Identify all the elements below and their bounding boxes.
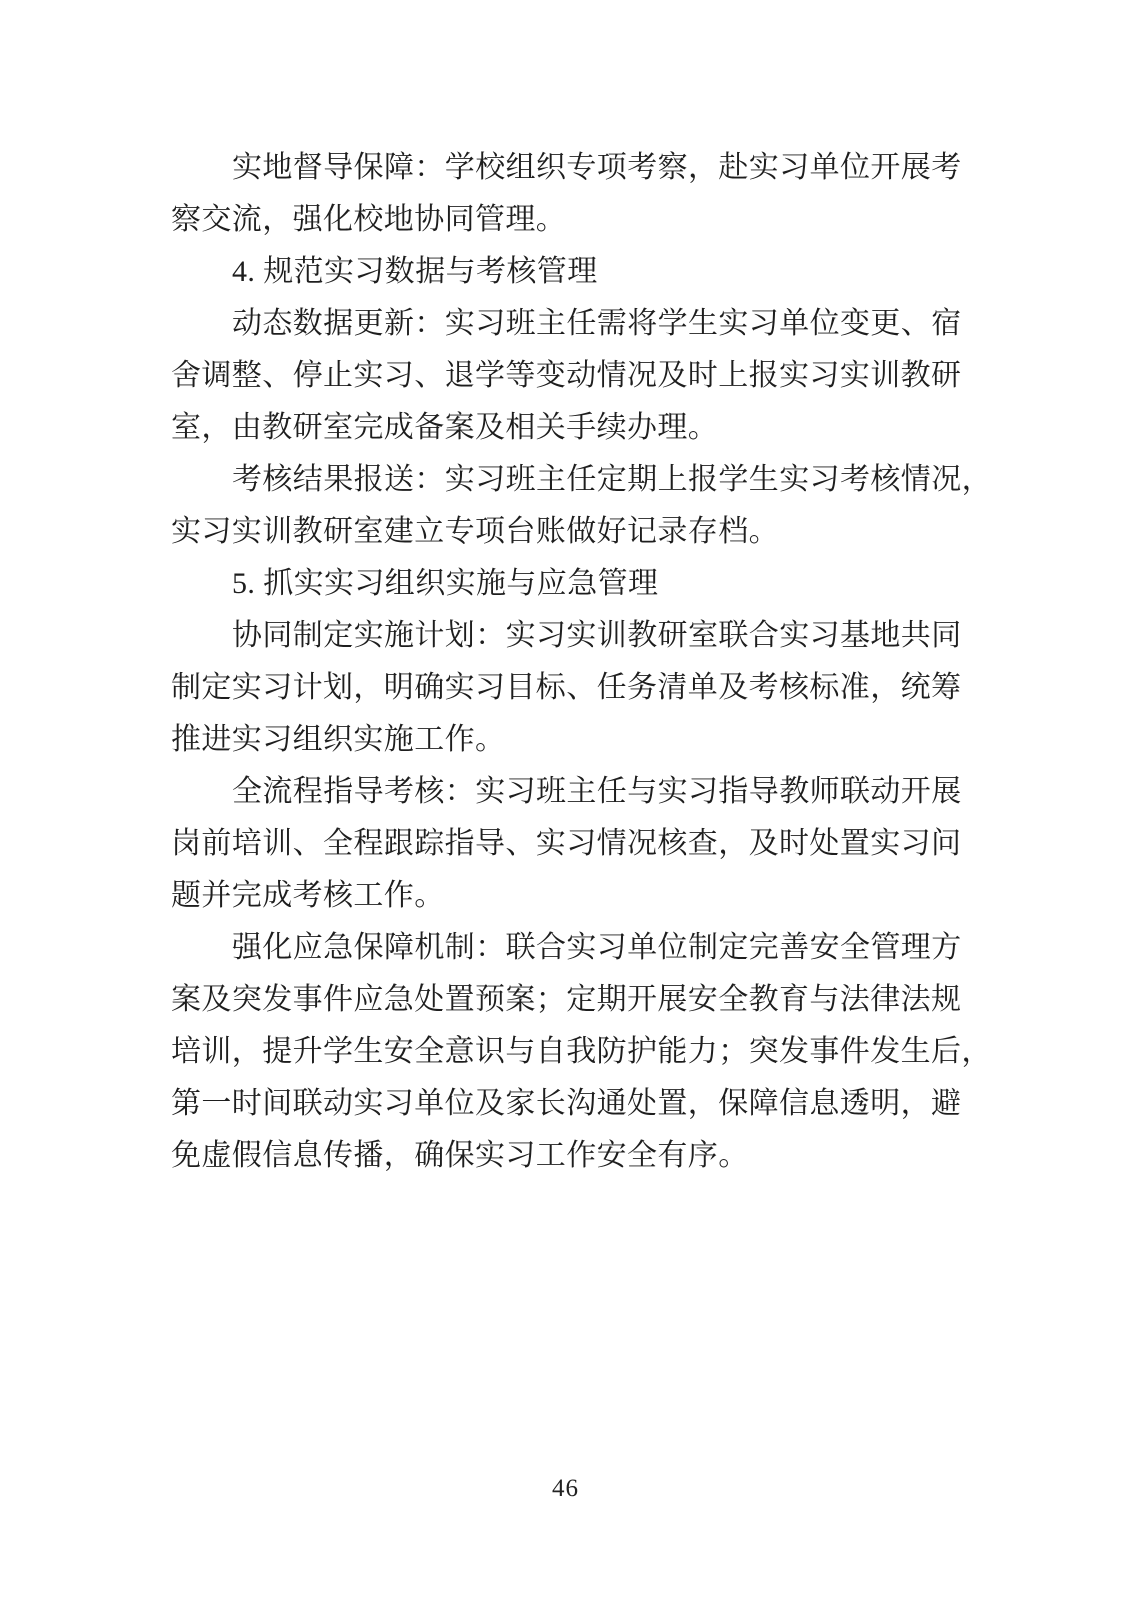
text-line: 室，由教研室完成备案及相关手续办理。 (171, 411, 719, 444)
text-line: 推进实习组织实施工作。 (171, 723, 506, 756)
text-line: 实习实训教研室建立专项台账做好记录存档。 (171, 515, 779, 548)
text-line: 协同制定实施计划：实习实训教研室联合实习基地共同 (232, 619, 962, 652)
text-line: 强化应急保障机制：联合实习单位制定完善安全管理方 (232, 931, 962, 964)
text-line: 考核结果报送：实习班主任定期上报学生实习考核情况， (232, 463, 992, 496)
text-line: 舍调整、停止实习、退学等变动情况及时上报实习实训教研 (171, 359, 962, 392)
text-line: 实地督导保障：学校组织专项考察，赴实习单位开展考 (232, 151, 962, 184)
page-footer (0, 1475, 1131, 1503)
document-body (171, 142, 992, 1182)
text-line: 案及突发事件应急处置预案；定期开展安全教育与法律法规 (171, 983, 962, 1016)
text-line: 第一时间联动实习单位及家长沟通处置，保障信息透明，避 (171, 1087, 962, 1120)
page-number: 46 (552, 1475, 579, 1502)
text-line: 动态数据更新：实习班主任需将学生实习单位变更、宿 (232, 307, 962, 340)
text-line: 免虚假信息传播，确保实习工作安全有序。 (171, 1139, 749, 1172)
text-line: 制定实习计划，明确实习目标、任务清单及考核标准，统筹 (171, 671, 962, 704)
text-line: 5. 抓实实习组织实施与应急管理 (232, 567, 659, 600)
text-line: 题并完成考核工作。 (171, 879, 445, 912)
text-line: 岗前培训、全程跟踪指导、实习情况核查，及时处置实习问 (171, 827, 962, 860)
text-line: 培训，提升学生安全意识与自我防护能力；突发事件发生后， (171, 1035, 992, 1068)
text-line: 察交流，强化校地协同管理。 (171, 203, 567, 236)
text-line: 全流程指导考核：实习班主任与实习指导教师联动开展 (232, 775, 962, 808)
text-line: 4. 规范实习数据与考核管理 (232, 255, 598, 288)
